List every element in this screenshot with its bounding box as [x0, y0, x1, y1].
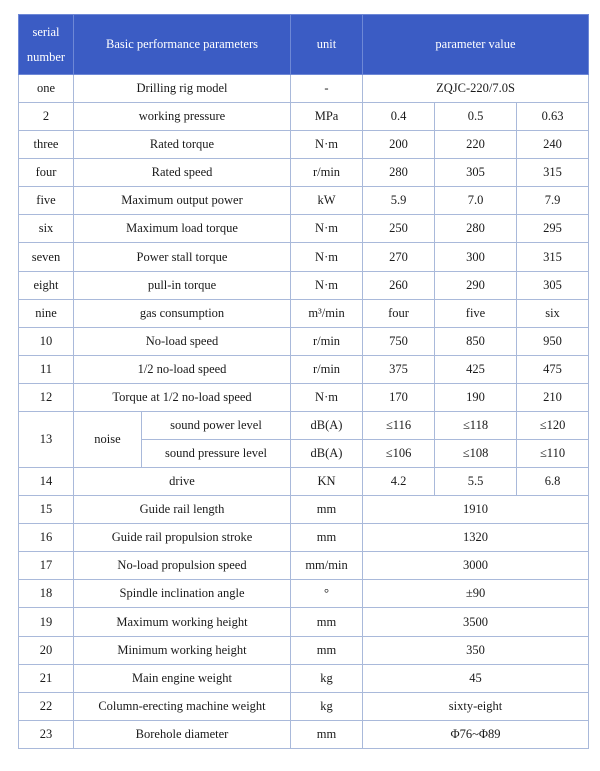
table-row	[19, 187, 589, 215]
row-unit: N·m	[291, 243, 363, 271]
row-unit: kg	[291, 692, 363, 720]
table-row	[19, 552, 589, 580]
row-unit: MPa	[291, 103, 363, 131]
row-unit: -	[291, 75, 363, 103]
row-parameter: Rated speed	[74, 159, 291, 187]
row-parameter: Drilling rig model	[74, 75, 291, 103]
row-parameter: Guide rail propulsion stroke	[74, 524, 291, 552]
row-value: 280	[363, 159, 435, 187]
row-value: 290	[435, 271, 517, 299]
table-row	[19, 383, 589, 411]
table-header	[19, 15, 589, 75]
row-serial: four	[19, 159, 74, 187]
row-value: 475	[517, 355, 589, 383]
row-value: 425	[435, 355, 517, 383]
header-unit: unit	[291, 15, 363, 75]
row-value: 4.2	[363, 468, 435, 496]
table-row	[19, 299, 589, 327]
row-parameter: sound pressure level	[142, 440, 291, 468]
table-row	[19, 103, 589, 131]
row-serial: 13	[19, 411, 74, 467]
row-unit: mm	[291, 636, 363, 664]
row-unit: dB(A)	[291, 440, 363, 468]
table-row	[19, 692, 589, 720]
row-unit: dB(A)	[291, 411, 363, 439]
row-serial: 23	[19, 720, 74, 748]
row-unit: kg	[291, 664, 363, 692]
row-value: ≤110	[517, 440, 589, 468]
row-value: ≤106	[363, 440, 435, 468]
row-value: 1320	[363, 524, 589, 552]
row-parameter: Maximum working height	[74, 608, 291, 636]
table-row	[19, 608, 589, 636]
row-parameter: Power stall torque	[74, 243, 291, 271]
row-parameter: working pressure	[74, 103, 291, 131]
row-unit: N·m	[291, 131, 363, 159]
row-serial: nine	[19, 299, 74, 327]
row-value: 7.9	[517, 187, 589, 215]
table-row	[19, 664, 589, 692]
row-value: 170	[363, 383, 435, 411]
table-row	[19, 327, 589, 355]
row-value: ZQJC-220/7.0S	[363, 75, 589, 103]
row-unit: mm	[291, 496, 363, 524]
row-value: ≤108	[435, 440, 517, 468]
row-value: 0.5	[435, 103, 517, 131]
row-parameter: Torque at 1/2 no-load speed	[74, 383, 291, 411]
row-serial: five	[19, 187, 74, 215]
row-value: 0.63	[517, 103, 589, 131]
row-serial: seven	[19, 243, 74, 271]
row-serial: 10	[19, 327, 74, 355]
row-value: 240	[517, 131, 589, 159]
row-value: 250	[363, 215, 435, 243]
table-row	[19, 271, 589, 299]
table-row	[19, 215, 589, 243]
row-value: Φ76~Φ89	[363, 720, 589, 748]
row-parameter: Maximum output power	[74, 187, 291, 215]
row-parameter: 1/2 no-load speed	[74, 355, 291, 383]
row-serial: 16	[19, 524, 74, 552]
row-value: 0.4	[363, 103, 435, 131]
row-parameter: No-load speed	[74, 327, 291, 355]
row-serial: one	[19, 75, 74, 103]
header-serial: serial number	[19, 15, 74, 75]
row-parameter: Guide rail length	[74, 496, 291, 524]
row-unit: mm	[291, 608, 363, 636]
header-value: parameter value	[363, 15, 589, 75]
row-value: 6.8	[517, 468, 589, 496]
table-row	[19, 411, 589, 439]
row-unit: mm	[291, 720, 363, 748]
row-serial: 18	[19, 580, 74, 608]
row-value: 45	[363, 664, 589, 692]
table-row	[19, 496, 589, 524]
row-value: 850	[435, 327, 517, 355]
row-parameter: Borehole diameter	[74, 720, 291, 748]
row-serial: 12	[19, 383, 74, 411]
header-parameters: Basic performance parameters	[74, 15, 291, 75]
row-serial: 2	[19, 103, 74, 131]
row-serial: 21	[19, 664, 74, 692]
row-unit: kW	[291, 187, 363, 215]
row-parameter: Main engine weight	[74, 664, 291, 692]
row-value: ≤120	[517, 411, 589, 439]
row-value: 5.5	[435, 468, 517, 496]
table-row	[19, 580, 589, 608]
row-value: 220	[435, 131, 517, 159]
table-row	[19, 720, 589, 748]
row-serial: 22	[19, 692, 74, 720]
row-serial: six	[19, 215, 74, 243]
row-value: 210	[517, 383, 589, 411]
row-value: 300	[435, 243, 517, 271]
row-parameter: Rated torque	[74, 131, 291, 159]
row-value: 190	[435, 383, 517, 411]
table-row	[19, 159, 589, 187]
row-serial: three	[19, 131, 74, 159]
row-parameter: pull-in torque	[74, 271, 291, 299]
row-value: ≤116	[363, 411, 435, 439]
row-unit: N·m	[291, 383, 363, 411]
row-parameter: No-load propulsion speed	[74, 552, 291, 580]
row-value: 3500	[363, 608, 589, 636]
row-value: 750	[363, 327, 435, 355]
row-value: 200	[363, 131, 435, 159]
spec-table	[18, 14, 589, 749]
table-row	[19, 355, 589, 383]
table-row	[19, 636, 589, 664]
row-value: 5.9	[363, 187, 435, 215]
row-value: 375	[363, 355, 435, 383]
row-value: 315	[517, 243, 589, 271]
row-value: sixty-eight	[363, 692, 589, 720]
table-row	[19, 524, 589, 552]
row-value: 305	[517, 271, 589, 299]
row-group-label: noise	[74, 411, 142, 467]
table-body	[19, 75, 589, 749]
row-unit: mm/min	[291, 552, 363, 580]
row-value: six	[517, 299, 589, 327]
row-value: 280	[435, 215, 517, 243]
row-value: 3000	[363, 552, 589, 580]
row-serial: eight	[19, 271, 74, 299]
row-value: ±90	[363, 580, 589, 608]
row-serial: 20	[19, 636, 74, 664]
table-row	[19, 131, 589, 159]
row-serial: 17	[19, 552, 74, 580]
row-parameter: sound power level	[142, 411, 291, 439]
table-row	[19, 75, 589, 103]
row-value: five	[435, 299, 517, 327]
row-value: 1910	[363, 496, 589, 524]
row-parameter: Maximum load torque	[74, 215, 291, 243]
row-parameter: Column-erecting machine weight	[74, 692, 291, 720]
row-unit: mm	[291, 524, 363, 552]
row-unit: r/min	[291, 355, 363, 383]
row-parameter: Spindle inclination angle	[74, 580, 291, 608]
row-serial: 14	[19, 468, 74, 496]
row-unit: r/min	[291, 327, 363, 355]
row-parameter: Minimum working height	[74, 636, 291, 664]
row-value: 270	[363, 243, 435, 271]
table-row	[19, 243, 589, 271]
row-value: 260	[363, 271, 435, 299]
row-value: four	[363, 299, 435, 327]
row-value: 295	[517, 215, 589, 243]
row-value: 350	[363, 636, 589, 664]
row-unit: KN	[291, 468, 363, 496]
row-parameter: drive	[74, 468, 291, 496]
row-unit: °	[291, 580, 363, 608]
row-value: 7.0	[435, 187, 517, 215]
row-serial: 11	[19, 355, 74, 383]
row-value: 305	[435, 159, 517, 187]
row-unit: r/min	[291, 159, 363, 187]
table-row	[19, 468, 589, 496]
row-serial: 19	[19, 608, 74, 636]
row-unit: N·m	[291, 215, 363, 243]
row-value: ≤118	[435, 411, 517, 439]
row-unit: m³/min	[291, 299, 363, 327]
row-value: 315	[517, 159, 589, 187]
row-parameter: gas consumption	[74, 299, 291, 327]
row-unit: N·m	[291, 271, 363, 299]
row-value: 950	[517, 327, 589, 355]
row-serial: 15	[19, 496, 74, 524]
